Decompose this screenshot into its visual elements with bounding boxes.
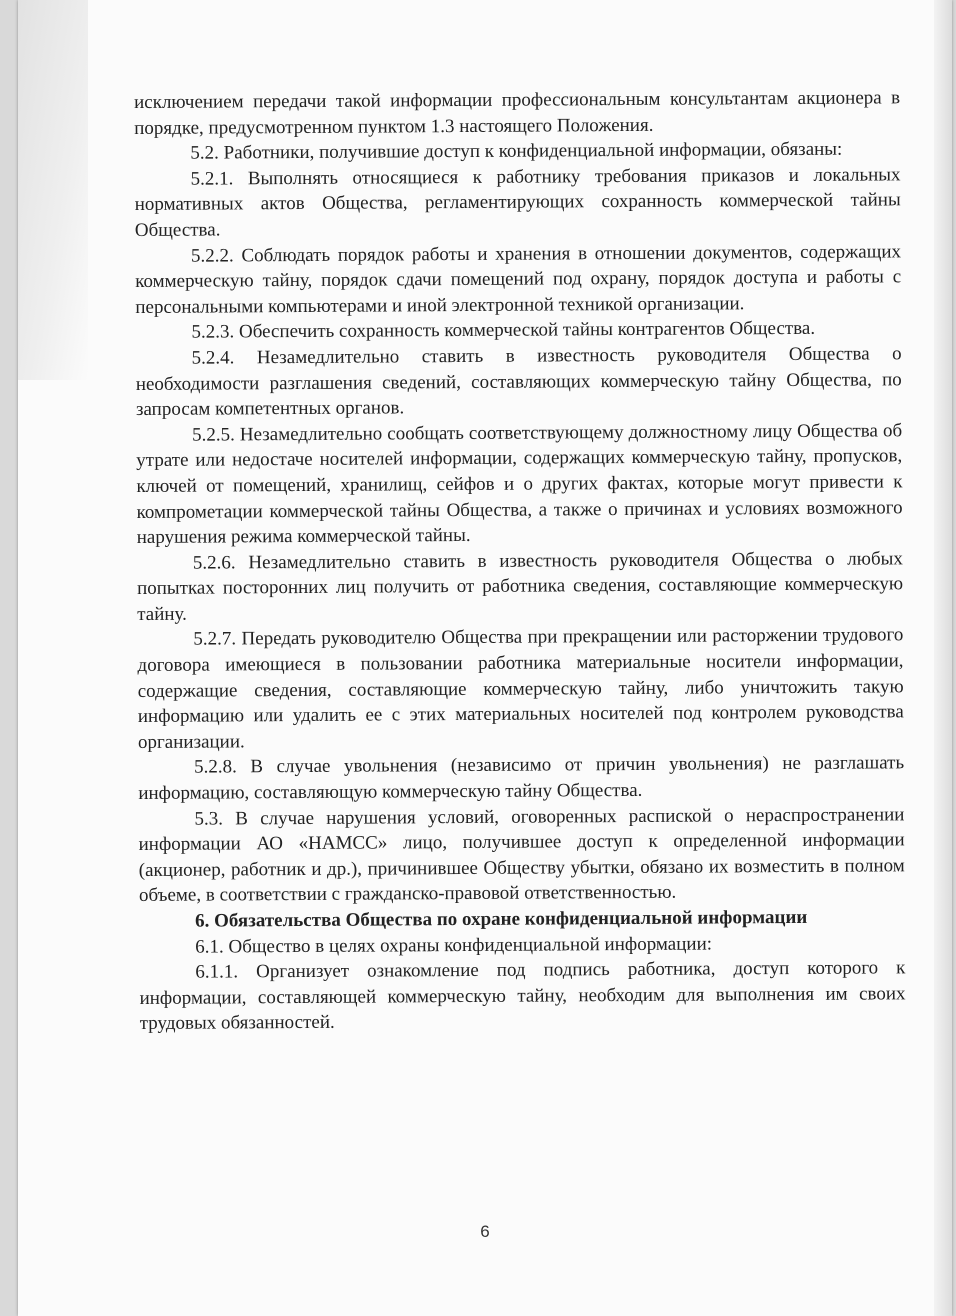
paragraph-5-2-4: 5.2.4. Незамедлительно ставить в известность руководителя Общества о необходимости разглашения сведений, составляющих коммерческую тайну Общества, по запросам компетентных органов. [135,343,902,421]
paragraph-continuation: исключением передачи такой информации профессиональным консультантам акционера в порядке, предусмотренном пунктом 1.3 настоящего Положения. [134,87,901,139]
paragraph-6-1: 6.1. Общество в целях охраны конфиденциальной информации: [195,933,713,958]
paragraph-5-2: 5.2. Работники, получившие доступ к конфиденциальной информации, обязаны: [190,138,843,164]
page-number: 6 [480,1222,490,1241]
section-heading-6: 6. Обязательства Общества по охране конфиденциальной информации [195,906,808,932]
document-body [134,85,906,1037]
scan-edge [934,0,952,1316]
paragraph-5-2-1: 5.2.1. Выполнять относящиеся к работнику требования приказов и локальных нормативных актов Общества, регламентирующих сохранность коммерческой тайны Общества. [134,164,901,241]
paragraph-5-2-3: 5.2.3. Обеспечить сохранность коммерческой тайны контрагентов Общества. [191,318,816,343]
document-page [18,0,952,1316]
paragraph-5-3: 5.3. В случае нарушения условий, оговоренных распиской о нераспространении информации АО «НАМСС» лицо, получившее доступ к определенной информации (акционер, работник и др.), причинившее Обществу убытки, обязано их возместить в полном объеме, в соответствии с гражданско-правовой ответственностью. [138,803,905,907]
paragraph-5-2-8: 5.2.8. В случае увольнения (независимо от причин увольнения) не разглашать информацию, составляющую коммерческую тайну Общества. [138,752,905,805]
paragraph-5-2-5: 5.2.5. Незамедлительно сообщать соответствующему должностному лицу Общества об утрате или недостаче носителей информации, содержащих коммерческую тайну, пропусков, ключей от помещений, хранилищ, сейфов и о других фактах, которые могут привести к компрометации коммерческой тайны Общества, а также о причинах и условиях возможного нарушения режима коммерческой тайны. [136,420,903,549]
paragraph-5-2-2: 5.2.2. Соблюдать порядок работы и хранения в отношении документов, содержащих коммерческую тайну, порядок сдачи помещений под охрану, порядок доступа и работы с персональными компьютерами и иной электронной техникой организации. [135,240,902,318]
paragraph-5-2-6: 5.2.6. Незамедлительно ставить в известность руководителя Общества о любых попытках посторонних лиц получить от работника сведения, составляющие коммерческую тайну. [136,547,904,625]
scan-shadow [18,0,88,380]
paragraph-6-1-1: 6.1.1. Организует ознакомление под подпись работника, доступ которого к информации, составляющей коммерческую тайну, необходим для выполнения им своих трудовых обязанностей. [139,957,906,1035]
paragraph-5-2-7: 5.2.7. Передать руководителю Общества при прекращении или расторжении трудового договора имеющиеся в пользовании работника материальные носители информации, содержащие сведения, составляющие коммерческую тайну, либо уничтожить такую информацию или удалить ее с этих материальных носителей под контролем руководства организации. [137,624,904,753]
